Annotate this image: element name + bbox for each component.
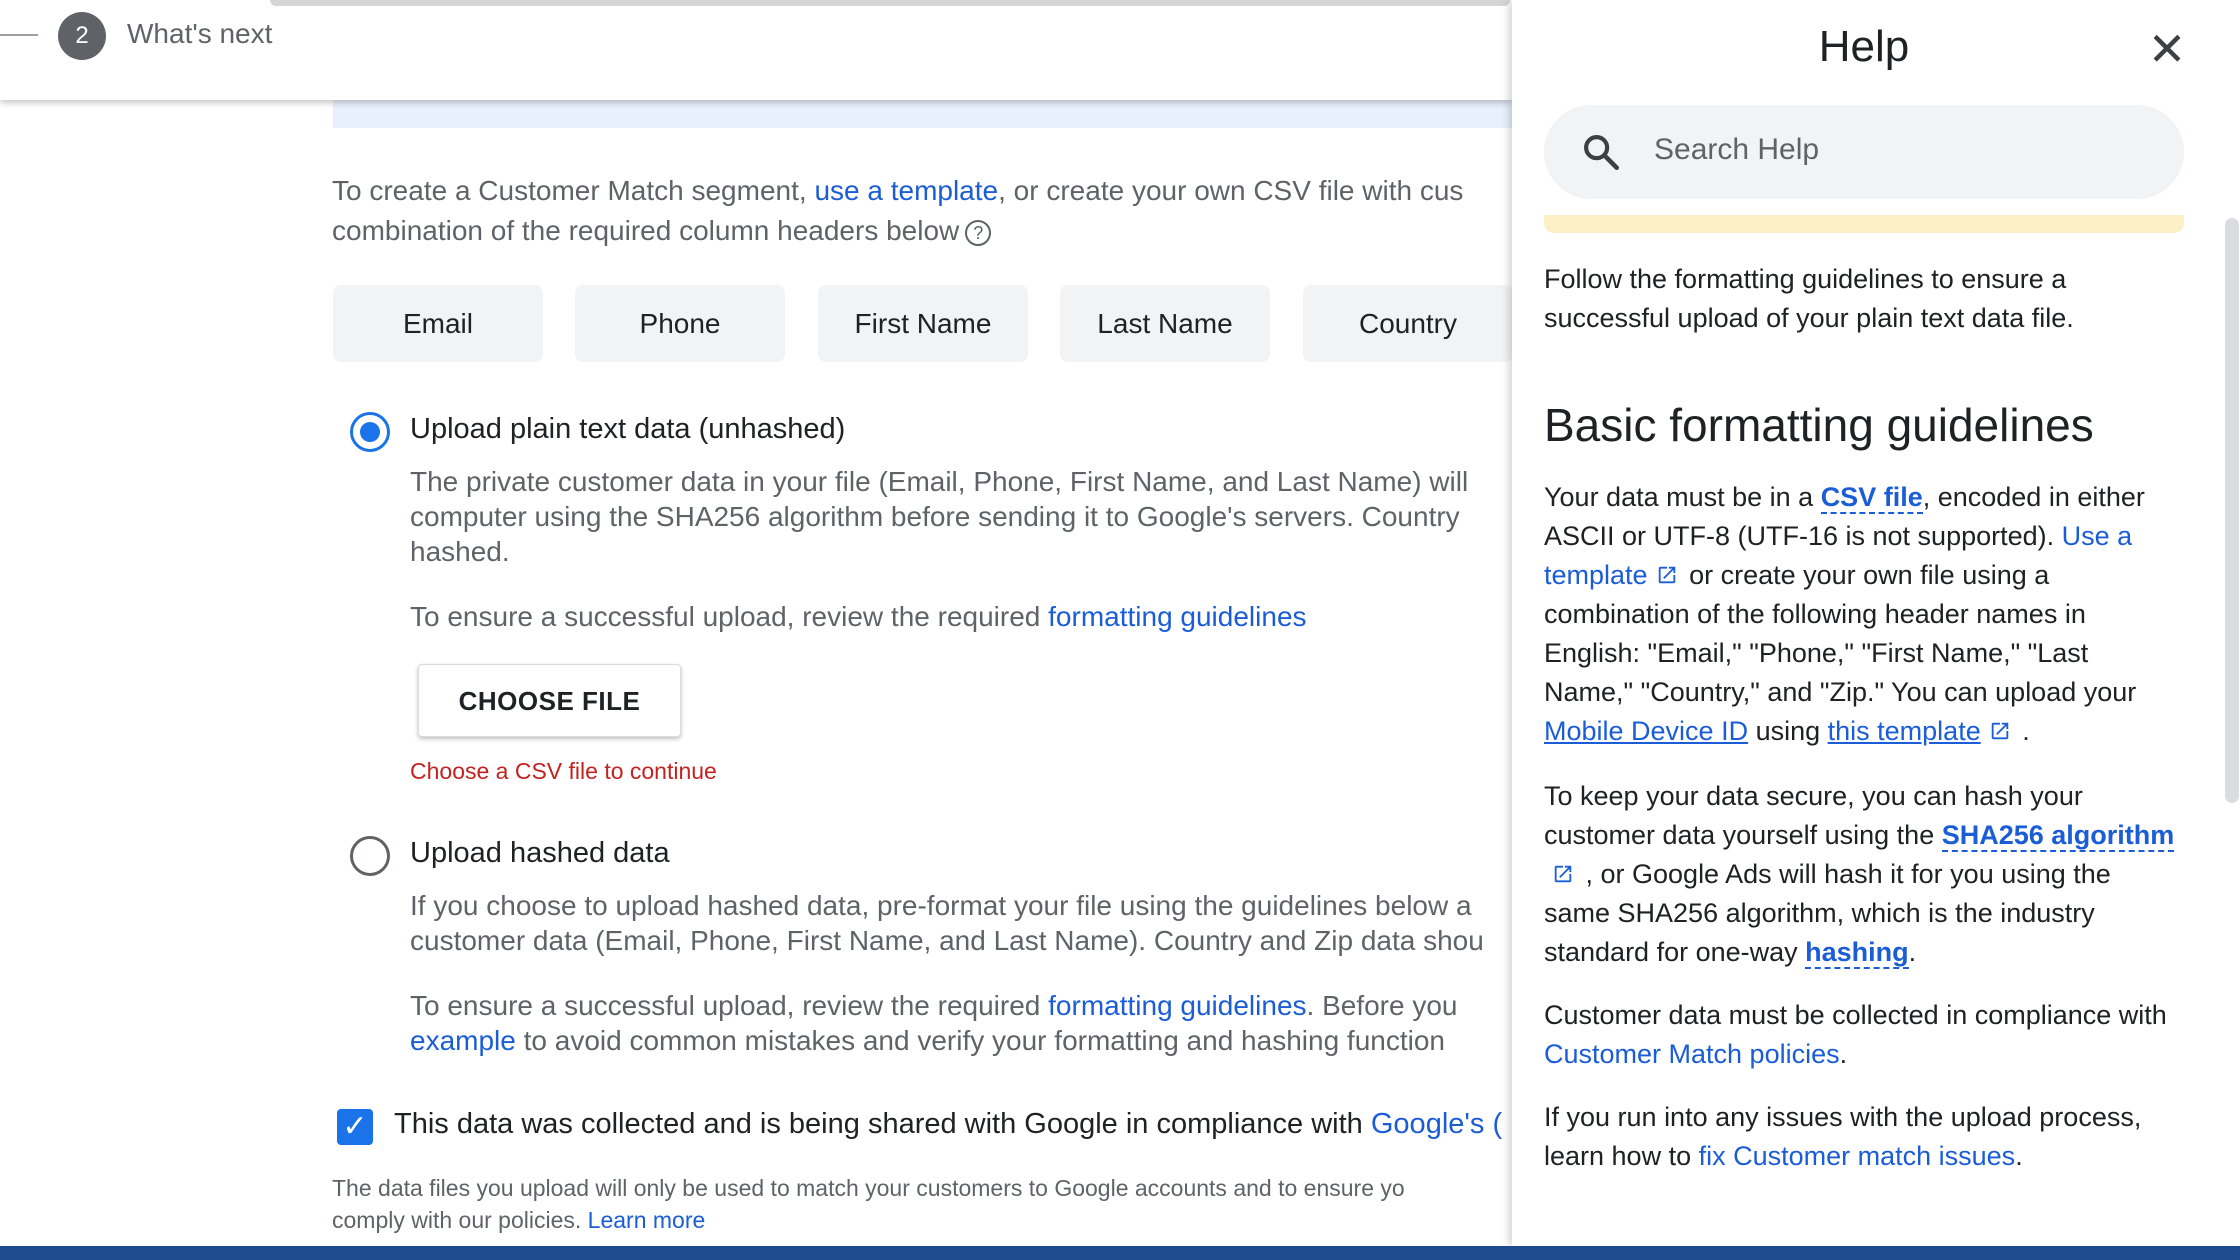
choose-file-button[interactable]: CHOOSE FILE [418,664,681,737]
error-message: Choose a CSV file to continue [410,758,717,784]
option-plain-ensure [410,599,1307,634]
step-number-badge: 2 [58,12,106,60]
consent-label [394,1108,1502,1141]
help-p4-text-1: If you run into any issues with the upload process, learn how to [1544,1102,2142,1171]
mobile-device-id-link[interactable]: Mobile Device ID [1544,716,1749,746]
option-hashed-example [410,1023,1445,1058]
google-policy-link[interactable]: Google's ( [1370,1108,1503,1140]
help-paragraph-3 [1544,996,2184,1074]
info-banner-edge [333,100,1513,128]
help-title: Help [1818,22,1910,71]
ensure-text-hashed: To ensure a successful upload, review the required [410,990,1049,1021]
option-plain-label[interactable]: Upload plain text data (unhashed) [410,413,846,445]
step-header [0,0,1512,100]
footnote-line-1: The data files you upload will only be used to match your customers to Google accounts and to ensure yo [332,1175,1405,1201]
help-p3-text-1: Customer data must be collected in compliance with [1544,1000,2167,1030]
header-chip-phone: Phone [575,285,785,362]
ensure-text: To ensure a successful upload, review the required [410,601,1049,632]
option-hashed-ensure [410,988,1458,1023]
csv-file-link[interactable]: CSV file [1820,482,1923,512]
help-circle-icon[interactable]: ? [965,220,991,246]
help-alert-edge [1544,215,2184,233]
close-icon[interactable]: ✕ [2147,23,2187,75]
help-p2-text-1: To keep your data secure, you can hash your customer data yourself using the [1544,781,2083,850]
external-link-icon [1989,720,2011,742]
example-suffix: to avoid common mistakes and verify your formatting and hashing function [515,1025,1445,1056]
option-plain-desc-3: hashed. [410,536,510,567]
step-label[interactable]: What's next [127,18,273,49]
intro-text-suffix: , or create your own CSV file with cus [998,175,1464,206]
intro-line-1 [332,175,1463,207]
help-paragraph-4 [1544,1098,2184,1176]
hashing-link[interactable]: hashing [1805,937,1909,967]
option-hashed-desc-2: customer data (Email, Phone, First Name, and Last Name). Country and Zip data shou [410,925,1484,956]
fix-customer-match-issues-link[interactable]: fix Customer match issues [1698,1141,2016,1171]
example-link[interactable]: example [410,1025,516,1056]
option-plain-desc-2: computer using the SHA256 algorithm before sending it to Google's servers. Country [410,501,1460,532]
customer-match-policies-link[interactable]: Customer Match policies [1544,1039,1840,1069]
dropdown-shadow [270,0,1510,6]
search-input[interactable]: Search Help [1654,133,1820,166]
search-icon [1580,131,1622,173]
external-link-icon [1552,863,1574,885]
use-a-template-link[interactable]: Use a template [1544,521,2133,590]
external-link-icon [1656,564,1678,586]
consent-checkbox[interactable]: ✓ [337,1109,373,1145]
help-p1-text-4: using [1748,716,1828,746]
intro-text: To create a Customer Match segment, [332,175,815,206]
help-p3-text-2: . [1839,1039,1848,1069]
help-p2-text-3: . [1908,937,1917,967]
option-hashed-label[interactable]: Upload hashed data [410,837,670,869]
help-scrollbar[interactable] [2225,218,2239,803]
header-chip-last-name: Last Name [1060,285,1270,362]
help-p4-text-2: . [2015,1141,2023,1171]
header-chip-country: Country [1303,285,1513,362]
help-p1-text-1: Your data must be in a [1544,482,1821,512]
help-p1-text-3: or create your own file using a combination of the following header names in English: "Email," "Phone," "First Name," "Last Name," "Country," and "Zip." You can upload your [1544,560,2137,707]
formatting-guidelines-link-hashed[interactable]: formatting guidelines [1048,990,1307,1021]
this-template-link[interactable]: this template [1827,716,1981,746]
formatting-guidelines-link[interactable]: formatting guidelines [1048,601,1307,632]
footnote-line-2 [332,1207,705,1234]
header-chip-email: Email [333,285,543,362]
intro-text-2: combination of the required column headers below [332,215,960,246]
help-panel [1512,0,2240,1246]
option-hashed-desc-1: If you choose to upload hashed data, pre-format your file using the guidelines below a [410,890,1472,921]
header-chip-first-name: First Name [818,285,1028,362]
intro-line-2 [332,215,991,247]
step-connector-line [0,34,38,36]
help-p2-text-2: , or Google Ads will hash it for you using the same SHA256 algorithm, which is the industry standard for one-way [1544,859,2111,967]
bottom-bar [0,1246,2240,1260]
help-intro: Follow the formatting guidelines to ensure a successful upload of your plain text data file. [1544,264,2074,333]
footnote-text: comply with our policies. [332,1207,588,1233]
help-p1-text-5: . [2014,716,2030,746]
consent-text: This data was collected and is being shared with Google in compliance with [394,1108,1371,1140]
learn-more-link[interactable]: Learn more [587,1207,706,1233]
help-search-box[interactable] [1544,105,2184,199]
use-template-link[interactable]: use a template [814,175,999,206]
option-plain-desc-1: The private customer data in your file (Email, Phone, First Name, and Last Name) will [410,466,1469,497]
help-paragraph-2 [1544,777,2184,972]
sha256-algorithm-link[interactable]: SHA256 algorithm [1941,820,2175,850]
help-p1-text-2: , encoded in either ASCII or UTF-8 (UTF-16 is not supported). [1544,482,2145,551]
radio-upload-plain[interactable] [350,412,390,452]
radio-upload-hashed[interactable] [350,836,390,876]
ensure-suffix-hashed: . Before you [1306,990,1458,1021]
help-heading: Basic formatting guidelines [1544,399,2094,451]
help-paragraph-1 [1544,478,2184,751]
